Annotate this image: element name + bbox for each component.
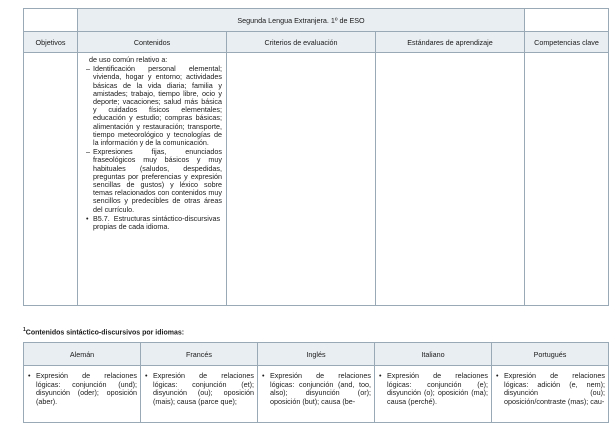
bullet-marker: •	[496, 371, 499, 380]
bullet-marker: •	[379, 371, 382, 380]
curriculum-table	[23, 8, 609, 306]
table-title: Segunda Lengua Extranjera. 1º de ESO	[78, 9, 525, 32]
standard-reference: B5.7.	[93, 213, 110, 223]
footnote	[23, 327, 184, 336]
language-header-italiano: Italiano	[375, 343, 492, 366]
language-cell-aleman	[24, 366, 141, 423]
language-header-ingles: Inglés	[258, 343, 375, 366]
objetivos-cell	[24, 53, 78, 306]
language-header-frances: Francés	[141, 343, 258, 366]
cell-text: Expresión de relaciones lógicas: conjunción (and, too, also); disyunción (or); oposición (but); causa (be-	[270, 371, 371, 406]
column-header-competencias: Competencias clave	[525, 32, 609, 53]
estandares-cell	[376, 53, 525, 306]
blank-header-cell	[525, 9, 609, 32]
bullet-marker: •	[145, 371, 148, 380]
language-header-portugues: Portugués	[492, 343, 609, 366]
list-item-body: Estructuras sintáctico-discursivas propias de cada idioma.	[93, 213, 221, 232]
language-cell-italiano	[375, 366, 492, 423]
column-header-estandares: Estándares de aprendizaje	[376, 32, 525, 53]
list-item-text: Expresiones fijas, enunciados fraseológicos muy básicos y muy habituales (saludos, despedidas, preguntas por preferencias y expresión sencillas de gustos) y léxico sobre temas relacionados con contenidos muy sencillos y predecibles de otras áreas del currículo.	[93, 147, 222, 214]
language-header-aleman: Alemán	[24, 343, 141, 366]
cell-text: Expresión de relaciones lógicas: conjunción (e); disyunción (o); oposición (ma); causa (perché).	[387, 371, 488, 406]
column-header-contenidos: Contenidos	[78, 32, 227, 53]
footnote-text: Contenidos sintáctico-discursivos por idiomas:	[25, 329, 185, 337]
list-item	[86, 215, 222, 231]
language-cell-frances	[141, 366, 258, 423]
bullet-marker: •	[86, 213, 89, 223]
cell-text: Expresión de relaciones lógicas: adición (e, nem); disyunción (ou); oposición/contraste (mas); cau-	[504, 371, 605, 406]
language-cell-ingles	[258, 366, 375, 423]
column-header-criterios: Criterios de evaluación	[227, 32, 376, 53]
column-header-objetivos: Objetivos	[24, 32, 78, 53]
dash-marker: –	[86, 64, 90, 74]
contenidos-cell	[78, 53, 227, 306]
bullet-marker: •	[262, 371, 265, 380]
footnote-mark: 1	[23, 327, 26, 333]
list-item-text	[93, 215, 222, 231]
blank-header-cell	[24, 9, 78, 32]
bullet-marker: •	[28, 371, 31, 380]
contenidos-intro: de uso común relativo a:	[89, 55, 168, 64]
list-item	[86, 148, 222, 214]
list-item	[86, 65, 222, 147]
competencias-cell	[525, 53, 609, 306]
languages-table	[23, 342, 609, 423]
cell-text: Expresión de relaciones lógicas: conjunción (und); disyunción (oder); oposición (aber).	[36, 371, 137, 406]
list-item-text: Identificación personal elemental; vivienda, hogar y entorno; actividades básicas de la vida diaria; familia y amistades; trabajo, tiempo libre, ocio y deporte; vacaciones; salud más básica y cuidados físicos elementales; educación y estudio; compras básicas; alimentación y restauración; transporte, tiempo meteorológico y tecnologías de la información y de la comunicación.	[93, 64, 222, 148]
criterios-cell	[227, 53, 376, 306]
dash-marker: –	[86, 147, 90, 157]
cell-text: Expresión de relaciones lógicas: conjunción (et); disyunción (ou); oposición (mais); causa (parce que);	[153, 371, 254, 406]
language-cell-portugues	[492, 366, 609, 423]
